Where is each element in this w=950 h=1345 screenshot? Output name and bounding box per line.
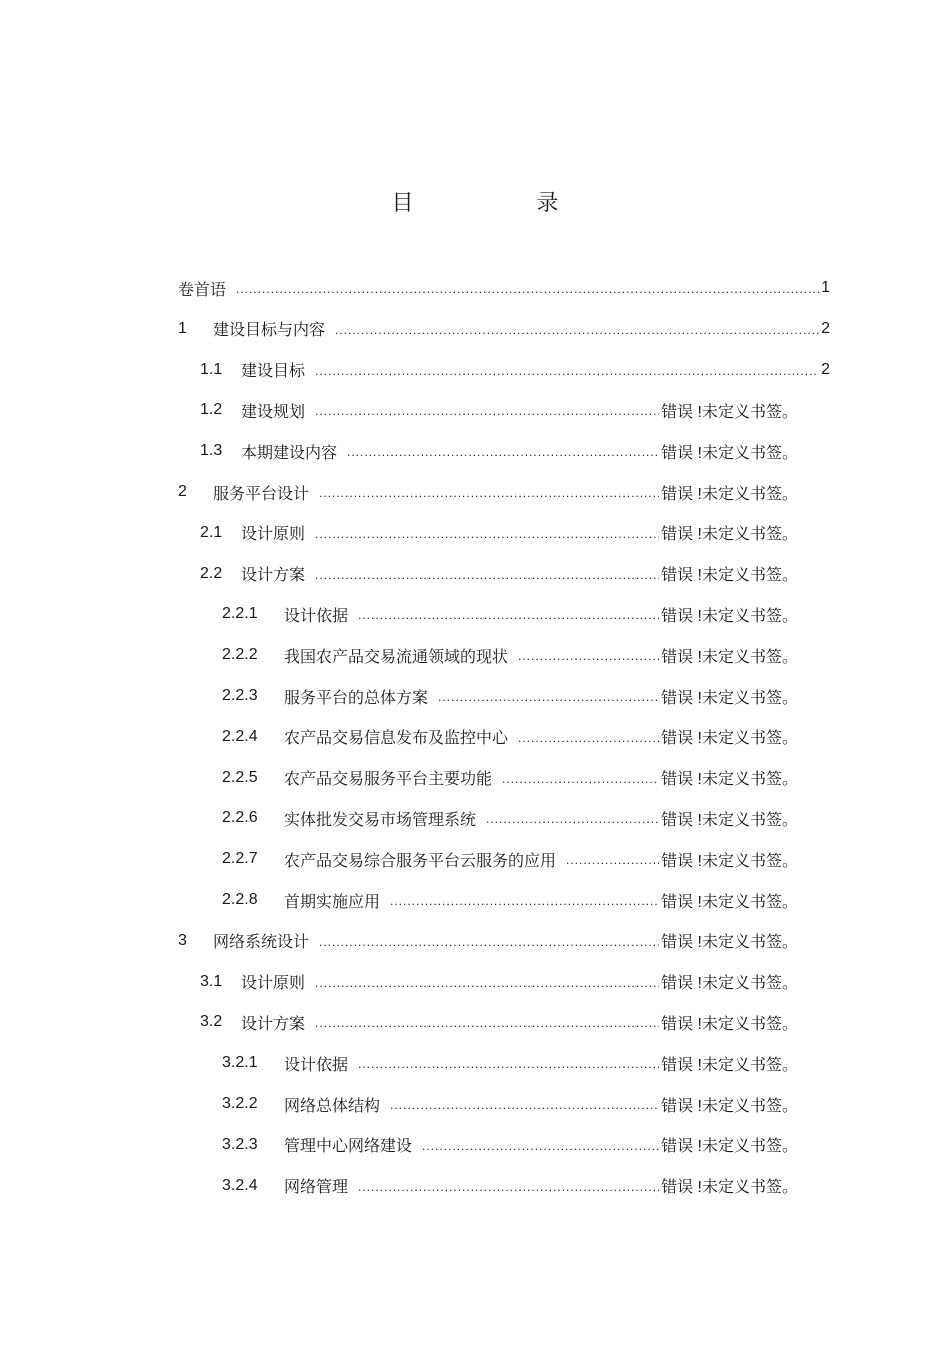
toc-entry-title: 设计依据 [284, 1054, 349, 1074]
toc-dot-leader [315, 559, 659, 589]
toc-entry-page: 错误 !未定义书签。 [661, 1097, 798, 1115]
toc-dot-leader [566, 844, 659, 874]
toc-entry-number: 2.2.6 [222, 809, 258, 827]
toc-dot-leader [319, 477, 659, 507]
toc-dot-leader [358, 599, 659, 629]
toc-entry-page: 错误 !未定义书签。 [661, 689, 798, 707]
toc-entry[interactable] [222, 763, 798, 793]
toc-entry-page: 错误 !未定义书签。 [661, 730, 798, 748]
toc-dot-leader [315, 395, 659, 425]
toc-entry-number: 2.2 [200, 564, 223, 582]
toc-entry-page: 错误 !未定义书签。 [661, 1056, 798, 1074]
toc-entry-title: 设计方案 [241, 565, 306, 585]
toc-entry-number: 2.2.1 [222, 605, 258, 623]
toc-dot-leader [347, 436, 659, 466]
toc-entry[interactable] [178, 477, 798, 507]
toc-entry[interactable] [222, 599, 798, 629]
toc-entry-title: 实体批发交易市场管理系统 [284, 809, 477, 829]
toc-entry[interactable] [200, 395, 798, 425]
toc-entry-title: 我国农产品交易流通领域的现状 [284, 646, 509, 666]
toc-entry-page: 错误 !未定义书签。 [661, 567, 798, 585]
toc-entry-number: 2.1 [200, 523, 223, 541]
toc-entry-title: 农产品交易信息发布及监控中心 [284, 728, 509, 748]
toc-entry-number: 2.2.3 [222, 687, 258, 704]
toc-entry[interactable] [200, 559, 798, 589]
toc-dot-leader [315, 355, 819, 385]
toc-entry-title: 管理中心网络建设 [284, 1136, 413, 1156]
toc-entry-title: 农产品交易综合服务平台云服务的应用 [284, 850, 557, 870]
toc-entry-page: 错误 !未定义书签。 [661, 893, 798, 911]
toc-dot-leader [358, 1048, 659, 1078]
toc-entry[interactable] [222, 1089, 798, 1119]
toc-entry[interactable] [200, 1007, 798, 1037]
toc-entry-title: 网络总体结构 [284, 1095, 381, 1115]
toc-entry-page: 错误 !未定义书签。 [661, 403, 798, 421]
toc-entry[interactable] [222, 640, 798, 670]
toc-entry[interactable] [222, 681, 798, 711]
toc-dot-leader [236, 273, 819, 303]
toc-entry[interactable] [222, 885, 798, 915]
toc-entry[interactable] [178, 926, 798, 956]
toc-entry-number: 2.2.4 [222, 727, 258, 745]
toc-entry-number: 2.2.7 [222, 850, 258, 868]
toc-dot-leader [438, 681, 659, 711]
toc-entry-title: 卷首语 [178, 279, 227, 299]
toc-entry-number: 3.2.1 [222, 1054, 258, 1072]
toc-entry-page: 错误 !未定义书签。 [661, 811, 798, 829]
toc-dot-leader [319, 926, 659, 956]
toc-dot-leader [390, 885, 659, 915]
toc-entry-title: 服务平台的总体方案 [284, 687, 429, 707]
toc-entry[interactable] [200, 967, 798, 997]
toc-entry[interactable] [200, 436, 798, 466]
page-title: 目 录 [391, 191, 617, 216]
toc-entry-number: 1.1 [200, 360, 223, 378]
toc-entry-title: 首期实施应用 [284, 891, 381, 911]
toc-entry-number: 3.1 [200, 972, 223, 990]
toc-dot-leader [335, 314, 819, 344]
toc-dot-leader [358, 1171, 659, 1201]
toc-dot-leader [315, 1007, 659, 1037]
toc-dot-leader [486, 803, 659, 833]
toc-entry-number: 3.2.2 [222, 1095, 258, 1112]
toc-entry-title: 农产品交易服务平台主要功能 [284, 769, 493, 789]
toc-dot-leader [422, 1130, 659, 1160]
toc-entry-number: 3.2.3 [222, 1135, 258, 1153]
toc-dot-leader [315, 518, 659, 548]
toc-entry[interactable] [222, 1048, 798, 1078]
toc-entry[interactable] [200, 355, 830, 385]
toc-entry[interactable] [222, 1171, 798, 1201]
toc-entry[interactable] [222, 1130, 798, 1160]
toc-entry-title: 建设目标 [241, 361, 306, 381]
toc-entry-page: 1 [821, 279, 830, 296]
toc-entry-page: 错误 !未定义书签。 [661, 975, 798, 993]
toc-entry-page: 错误 !未定义书签。 [661, 444, 798, 462]
toc-entry-title: 本期建设内容 [241, 442, 338, 462]
toc-entry-title: 设计依据 [284, 605, 349, 625]
toc-entry-title: 网络系统设计 [213, 932, 310, 952]
toc-entry-number: 2.2.8 [222, 891, 258, 908]
toc-entry-page: 错误 !未定义书签。 [661, 934, 798, 952]
toc-entry-page: 错误 !未定义书签。 [661, 1179, 798, 1197]
toc-entry-page: 错误 !未定义书签。 [661, 1015, 798, 1033]
toc-dot-leader [315, 967, 659, 997]
toc-entry-number: 2.2.2 [222, 646, 258, 664]
toc-entry-page: 错误 !未定义书签。 [661, 485, 798, 503]
toc-entry-page: 错误 !未定义书签。 [661, 526, 798, 544]
toc-entry[interactable] [222, 803, 798, 833]
toc-entry-title: 设计方案 [241, 1013, 306, 1033]
toc-entry-number: 1.2 [200, 401, 223, 419]
toc-entry-number: 3.2.4 [222, 1176, 258, 1194]
toc-entry-page: 错误 !未定义书签。 [661, 607, 798, 625]
toc-entry-title: 设计原则 [241, 524, 306, 544]
toc-entry-page: 2 [821, 319, 830, 337]
toc-entry-page: 2 [821, 360, 830, 378]
toc-entry-number: 2.2.5 [222, 768, 258, 786]
toc-entry-number: 3.2 [200, 1013, 223, 1031]
toc-entry-number: 1.3 [200, 442, 223, 460]
toc-dot-leader [502, 763, 659, 793]
toc-entry-title: 设计原则 [241, 973, 306, 993]
toc-entry[interactable] [178, 273, 830, 303]
toc-entry-title: 建设目标与内容 [213, 320, 326, 340]
toc-entry[interactable] [222, 722, 798, 752]
toc-entry[interactable] [178, 314, 830, 344]
toc-entry-page: 错误 !未定义书签。 [661, 648, 798, 666]
toc-entry[interactable] [222, 844, 798, 874]
toc-entry-number: 2 [178, 483, 187, 500]
toc-entry-number: 3 [178, 931, 187, 949]
toc-entry-title: 建设规划 [241, 401, 306, 421]
toc-entry-page: 错误 !未定义书签。 [661, 852, 798, 870]
toc-dot-leader [518, 640, 659, 670]
toc-entry-page: 错误 !未定义书签。 [661, 1138, 798, 1156]
toc-entry-number: 1 [178, 319, 187, 337]
toc-entry-title: 服务平台设计 [213, 483, 310, 503]
toc-dot-leader [518, 722, 659, 752]
toc-entry[interactable] [200, 518, 798, 548]
toc-dot-leader [390, 1089, 659, 1119]
toc-entry-title: 网络管理 [284, 1177, 349, 1197]
toc-entry-page: 错误 !未定义书签。 [661, 771, 798, 789]
